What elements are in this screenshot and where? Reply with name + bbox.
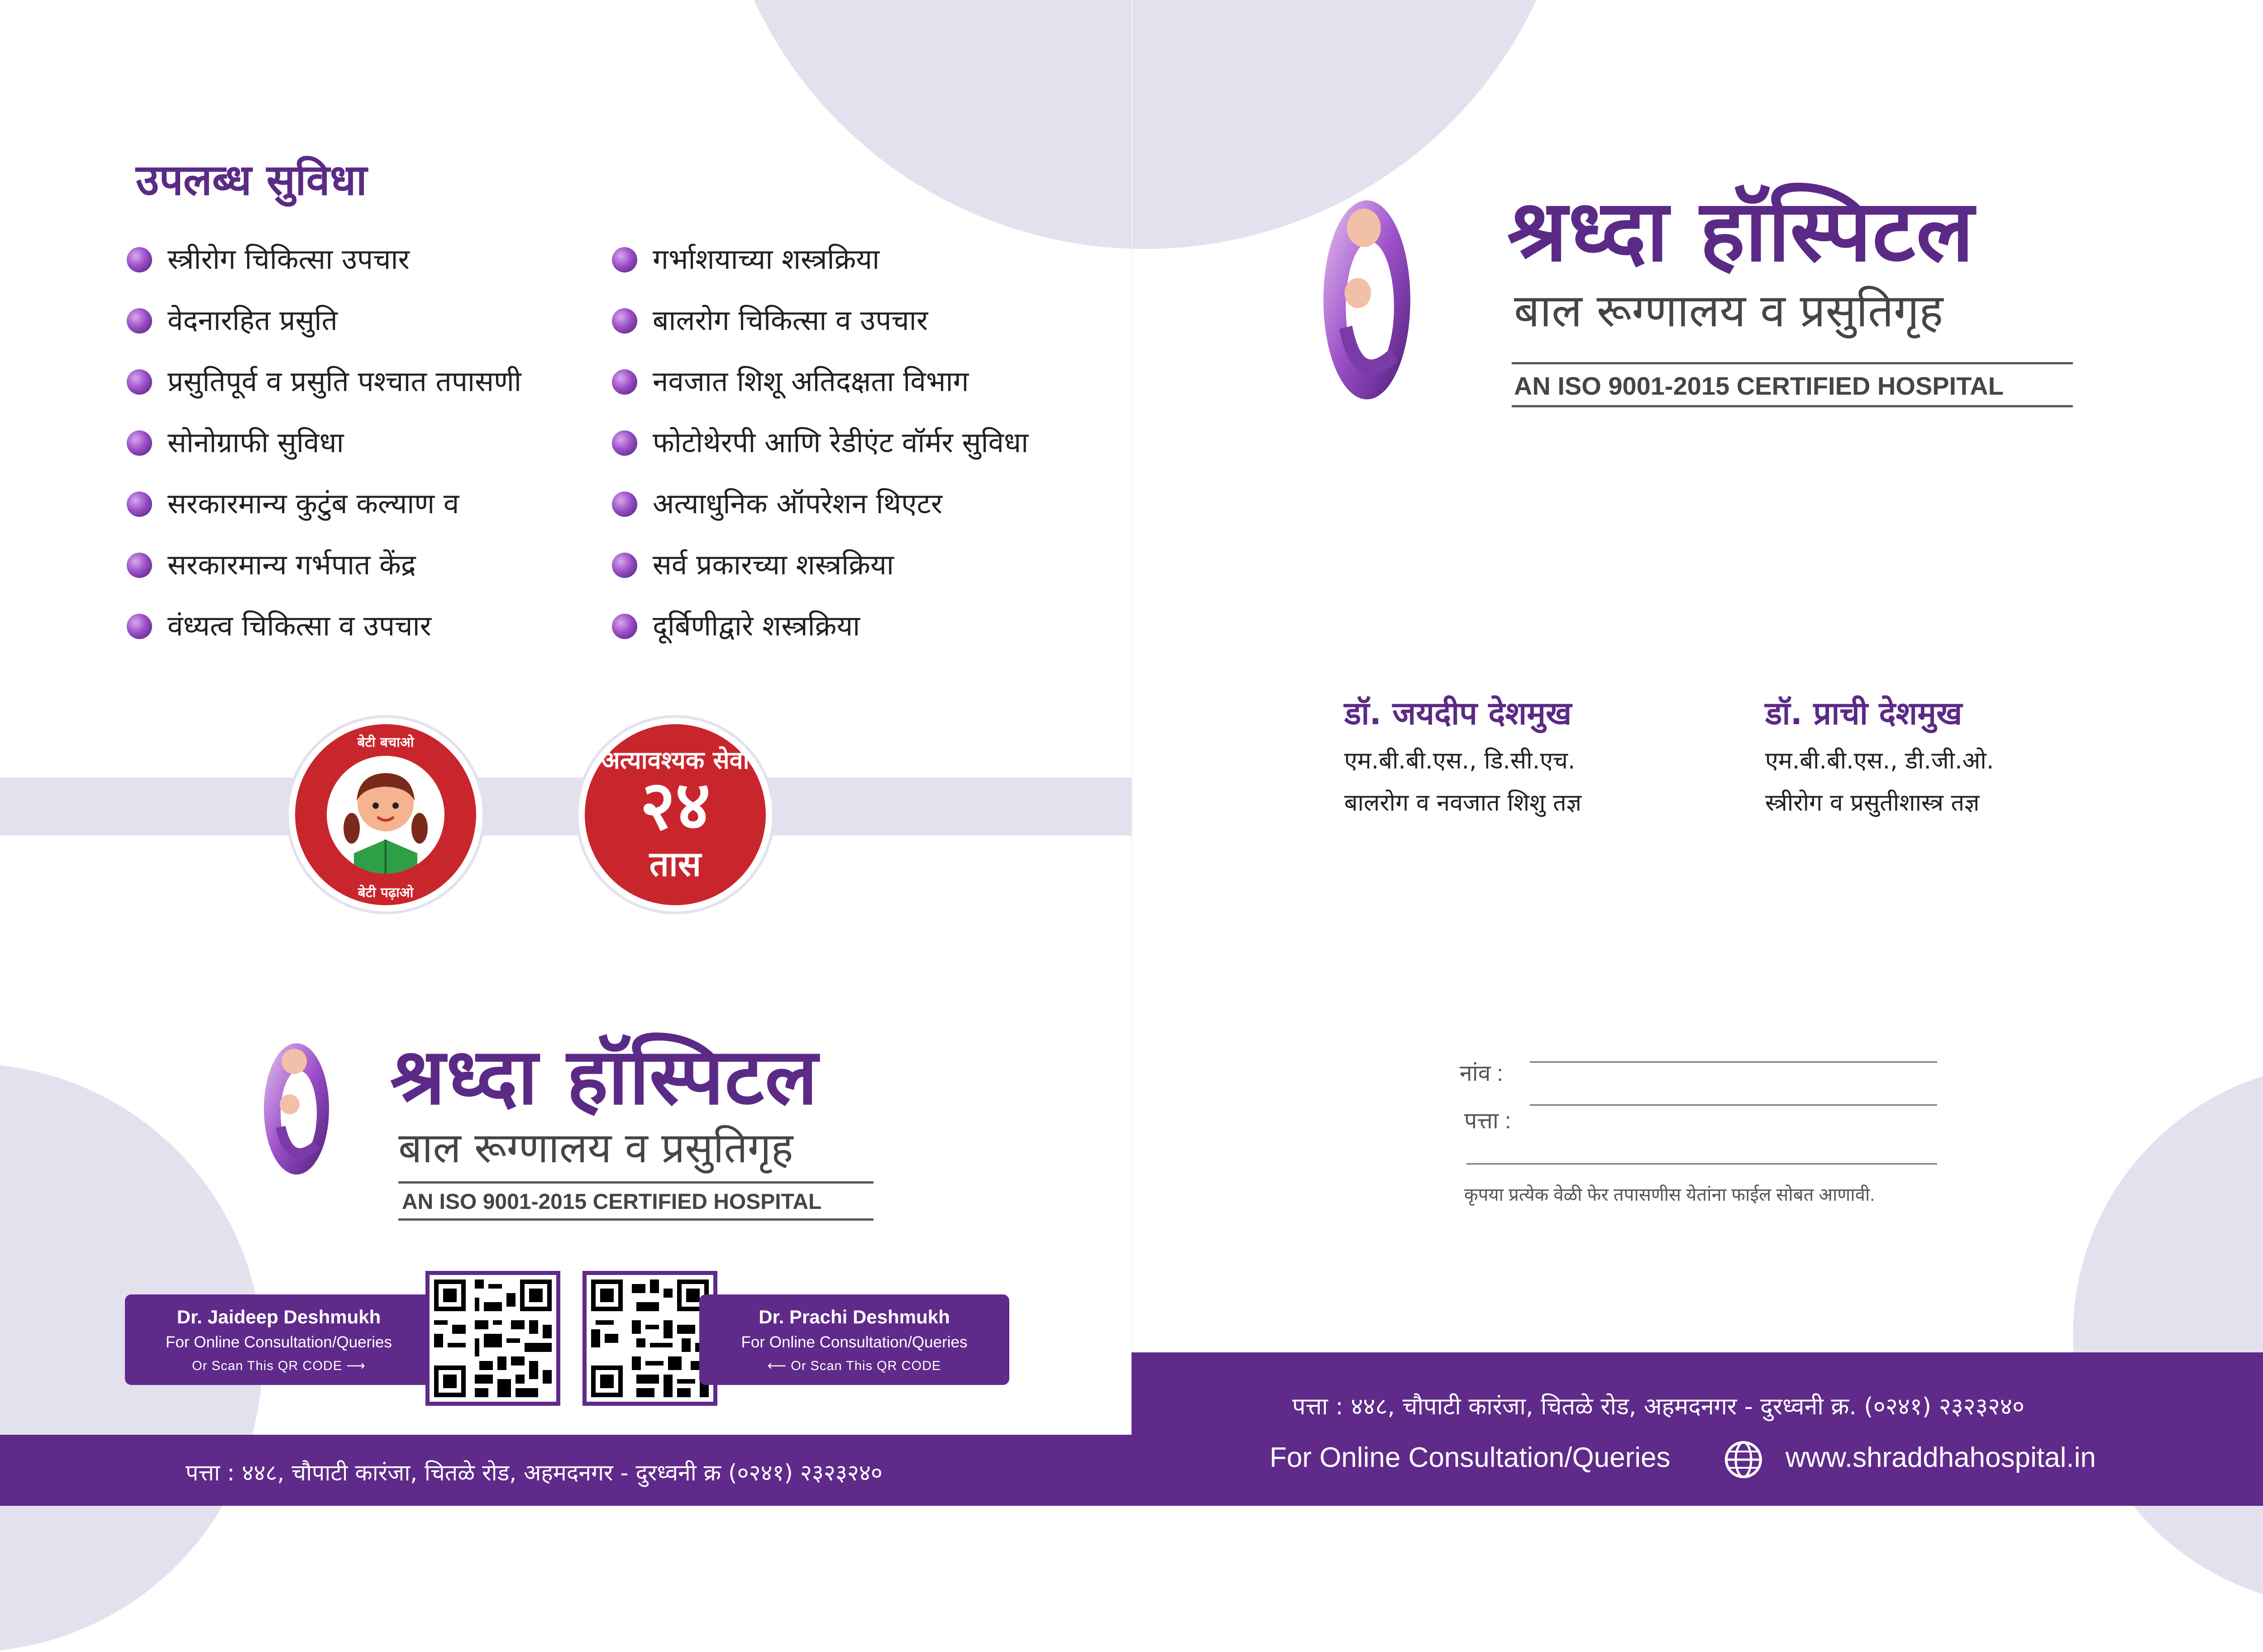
qr-code-jaideep[interactable] (425, 1271, 560, 1406)
hospital-logo-icon (263, 1036, 330, 1177)
footer-address-left: पत्ता : ४४८, चौपाटी कारंजा, चितळे रोड, अहमदनगर - दुरध्वनी क्र (०२४१) २३२३२४० (186, 1460, 883, 1486)
address-field-label: पत्ता : (1464, 1108, 1511, 1133)
emergency-24h-badge (585, 724, 766, 905)
bullet-icon (612, 614, 637, 639)
facility-item: अत्याधुनिक ऑपरेशन थिएटर (612, 483, 1028, 544)
qr-card-doctor-name: Dr. Jaideep Deshmukh (177, 1306, 381, 1327)
badge-bottom-text: बेटी पढ़ाओ (358, 885, 414, 901)
qr-code-icon (430, 1275, 556, 1402)
emergency-hours-number: २४ (640, 766, 711, 845)
bullet-icon (127, 614, 152, 639)
brand-rule-top (1512, 362, 2073, 364)
doctor-speciality: बालरोग व नवजात शिशु तज्ञ (1344, 789, 1582, 816)
bullet-icon (612, 369, 637, 395)
website-link[interactable]: www.shraddhahospital.in (1786, 1442, 2096, 1473)
emergency-ring-text: अत्यावश्यक सेवा (601, 746, 750, 774)
bullet-icon (612, 247, 637, 272)
doctor-degree: एम.बी.बी.एस., डि.सी.एच. (1344, 747, 1576, 774)
facilities-title: उपलब्ध सुविधा (136, 156, 367, 205)
qr-card-jaideep (125, 1294, 433, 1385)
bullet-icon (127, 553, 152, 578)
hospital-logo-icon (1322, 190, 1412, 403)
beti-bachao-badge (295, 724, 476, 905)
qr-card-scan-text: Or Scan This QR CODE (192, 1359, 343, 1373)
footer-bar-right (1132, 1352, 2263, 1506)
iso-certification: AN ISO 9001-2015 CERTIFIED HOSPITAL (402, 1190, 822, 1214)
hospital-tagline: बाल रूग्णालय व प्रसुतिगृह (398, 1124, 793, 1172)
bullet-icon (127, 430, 152, 456)
bullet-icon (127, 492, 152, 517)
facility-item: प्रसुतिपूर्व व प्रसुति पश्चात तपासणी (127, 361, 521, 422)
facility-item: नवजात शिशू अतिदक्षता विभाग (612, 361, 1028, 422)
doctor-card-jaideep (1344, 690, 1581, 818)
brand-rule-top (398, 1181, 874, 1184)
facility-item: वेदनारहित प्रसुति (127, 300, 521, 361)
badge-top-text: बेटी बचाओ (357, 735, 414, 750)
bullet-icon (127, 247, 152, 272)
facility-item: गर्भाशयाच्या शस्त्रक्रिया (612, 239, 1028, 300)
facility-item: वंध्यत्व चिकित्सा व उपचार (127, 606, 521, 667)
facility-item: दूर्बिणीद्वारे शस्त्रक्रिया (612, 606, 1028, 667)
bullet-icon (127, 369, 152, 395)
hospital-tagline: बाल रूग्णालय व प्रसुतिगृह (1514, 284, 1943, 337)
facilities-list-col2 (612, 239, 1028, 667)
iso-certification: AN ISO 9001-2015 CERTIFIED HOSPITAL (1514, 372, 2004, 400)
emergency-hours-unit: तास (649, 844, 702, 884)
bullet-icon (612, 492, 637, 517)
facility-item: सोनोग्राफी सुविधा (127, 422, 521, 483)
doctor-name: डॉ. प्राची देशमुख (1765, 695, 1962, 732)
facility-item: फोटोथेरपी आणि रेडीएंट वॉर्मर सुविधा (612, 422, 1028, 483)
hospital-name: श्रध्दा हॉस्पिटल (390, 1031, 819, 1122)
name-field[interactable] (1530, 1061, 1937, 1063)
doctor-card-prachi (1765, 690, 1994, 818)
facilities-list-col1 (127, 239, 521, 667)
qr-card-doctor-name: Dr. Prachi Deshmukh (759, 1306, 950, 1327)
facility-item: सर्व प्रकारच्या शस्त्रक्रिया (612, 544, 1028, 606)
doctor-speciality: स्त्रीरोग व प्रसुतीशास्त्र तज्ञ (1765, 789, 1980, 816)
decorative-circle-bottom-right (2073, 1064, 2263, 1607)
qr-card-prachi (699, 1294, 1009, 1385)
qr-card-line: For Online Consultation/Queries (166, 1333, 392, 1351)
bullet-icon (127, 308, 152, 334)
facility-item: बालरोग चिकित्सा व उपचार (612, 300, 1028, 361)
arrow-right-icon: ⟶ (346, 1359, 366, 1373)
qr-card-line: For Online Consultation/Queries (741, 1333, 968, 1351)
footer-online-label: For Online Consultation/Queries (1270, 1442, 1671, 1473)
qr-code-prachi[interactable] (582, 1271, 717, 1406)
footer-address-right: पत्ता : ४४८, चौपाटी कारंजा, चितळे रोड, अहमदनगर - दुरध्वनी क्र. (०२४१) २३२३२४० (1292, 1393, 2024, 1420)
form-note: कृपया प्रत्येक वेळी फेर तपासणीस येतांना फाईल सोबत आणावी. (1464, 1185, 1875, 1205)
doctor-name: डॉ. जयदीप देशमुख (1344, 695, 1572, 732)
bullet-icon (612, 430, 637, 456)
facility-item: सरकारमान्य गर्भपात केंद्र (127, 544, 521, 606)
doctor-degree: एम.बी.बी.एस., डी.जी.ओ. (1765, 747, 1994, 774)
address-field-line-1[interactable] (1530, 1104, 1937, 1106)
facility-item: सरकारमान्य कुटुंब कल्याण व (127, 483, 521, 544)
brand-rule-bottom (1512, 405, 2073, 407)
qr-card-scan-text: Or Scan This QR CODE (791, 1359, 941, 1373)
bullet-icon (612, 553, 637, 578)
globe-icon (1724, 1441, 1762, 1479)
address-field-line-2[interactable] (1466, 1163, 1937, 1165)
name-field-label: नांव : (1460, 1060, 1504, 1086)
brand-rule-bottom (398, 1218, 874, 1221)
girl-reading-icon (327, 756, 444, 874)
bullet-icon (612, 308, 637, 334)
arrow-left-icon: ⟵ (767, 1359, 787, 1373)
facility-item: स्त्रीरोग चिकित्सा उपचार (127, 239, 521, 300)
hospital-name: श्रध्दा हॉस्पिटल (1507, 181, 1975, 281)
decorative-band (0, 778, 1132, 836)
qr-code-icon (587, 1275, 713, 1402)
decorative-circle-top (715, 0, 1575, 249)
